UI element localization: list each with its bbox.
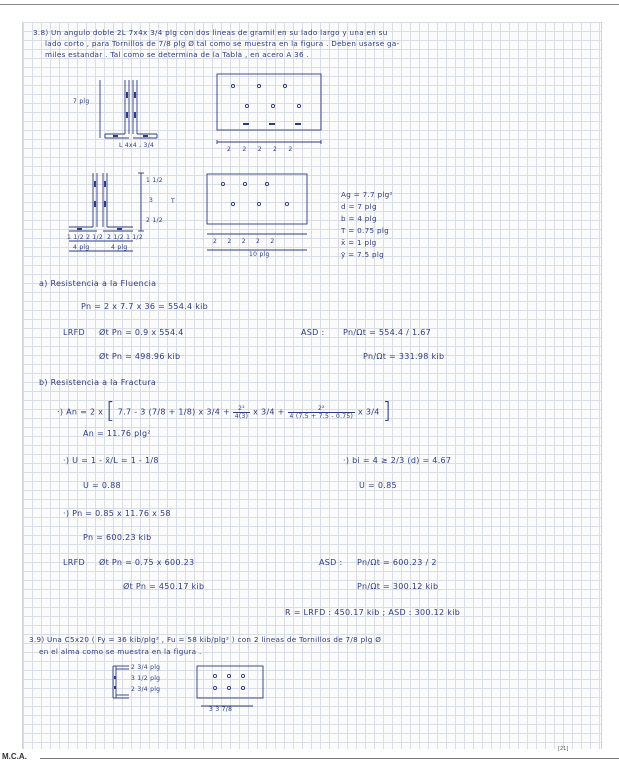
fig39-dim-mid: 3 1/2 plg: [131, 675, 161, 682]
prop-x: x̄ = 1 plg: [341, 238, 377, 247]
footer-rule: [40, 758, 619, 759]
an-result: An = 11.76 plg²: [83, 429, 151, 438]
part-a-pn: Pn = 2 x 7.7 x 36 = 554.4 kib: [81, 302, 209, 311]
part-b-lrfd-2: Øt Pn = 450.17 kib: [123, 582, 205, 591]
bolt-pattern-plan-1: [213, 70, 323, 185]
fig2-bottom-sub-right: 4 plg: [111, 244, 128, 251]
double-angle-elevation-figure: [95, 72, 175, 147]
prop-y: ȳ = 7.5 plg: [341, 250, 384, 259]
part-b-title: b) Resistencia a la Fractura: [39, 378, 157, 387]
fig2-dim-bottom: 2 1/2: [146, 217, 163, 224]
prop-t: T = 0.75 plg: [341, 226, 389, 235]
fig2-dim-mid: 3: [149, 197, 154, 204]
fig2-plan-dims: 2 2 2 2 2: [213, 238, 275, 245]
pn-formula: ·) Pn = 0.85 x 11.76 x 58: [63, 509, 171, 518]
fig1-height-label: 7 plg: [73, 98, 90, 105]
part-a-asd-2: Pn/Ωt = 331.98 kib: [363, 352, 445, 361]
bi-formula: ·) bi = 4 ≥ 2/3 (d) = 4.67: [343, 456, 452, 465]
part-a-lrfd-label: LRFD: [63, 328, 85, 337]
prop-ag: Ag = 7.7 plg²: [341, 190, 393, 199]
part-a-asd-label: ASD :: [301, 328, 325, 337]
fig2-bottom-dims-left: 1 1/2 2 1/2: [67, 234, 103, 241]
part-a-asd-1: Pn/Ωt = 554.4 / 1.67: [343, 328, 431, 337]
problem-39-statement-line-2: en el alma como se muestra en la figura .: [39, 647, 202, 656]
u-value: U = 0.88: [83, 481, 121, 490]
fig39-bottom-dims: 3 3 7/8: [209, 706, 233, 713]
page-number: [21]: [558, 746, 569, 752]
part-a-lrfd-2: Øt Pn = 498.96 kib: [99, 352, 181, 361]
fig2-bottom-sub-left: 4 plg: [73, 244, 90, 251]
final-answer: R = LRFD : 450.17 kib ; ASD : 300.12 kib: [285, 608, 461, 617]
problem-39-statement-line-1: 3.9) Una C5x20 ( Fy = 36 kib/plg² , Fu = 58 kib/plg² ) con 2 lineas de Tornillos de 7/8 plg Ø: [29, 635, 382, 644]
bolt-pattern-plan-2: [203, 170, 313, 260]
fig1-plan-dims: 2 2 2 2 2: [227, 146, 293, 153]
page-top-border: [0, 0, 619, 5]
part-a-title: a) Resistencia a la Fluencia: [39, 279, 157, 288]
part-b-lrfd-label: LRFD: [63, 558, 85, 567]
fig2-dim-top: 1 1/2: [146, 177, 163, 184]
fig2-plan-total: 10 plg: [249, 251, 270, 258]
part-b-asd-label: ASD :: [319, 558, 343, 567]
channel-bolt-plan: [193, 662, 273, 712]
an-equation: ·) An = 2 x [ 7.7 - 3 (7/8 + 1/8) x 3/4 + $\frac{\text{2²}}{4(3)}$ x 3/4 + $\frac{\text{2²}}{4 (7.5 + 7.5 - 0.75)}$ x 3/4 ]: [57, 399, 392, 424]
part-a-lrfd-1: Øt Pn = 0.9 x 554.4: [99, 328, 184, 337]
pn-value: Pn = 600.23 kib: [83, 533, 152, 542]
part-b-lrfd-1: Øt Pn = 0.75 x 600.23: [99, 558, 195, 567]
problem-38-statement-line-2: lado corto , para Tornillos de 7/8 plg Ø tal como se muestra en la figura . Deben usarse ga-: [45, 39, 400, 48]
part-b-asd-1: Pn/Ωt = 600.23 / 2: [357, 558, 437, 567]
u-formula: ·) U = 1 - x̄/L = 1 - 1/8: [63, 456, 159, 465]
fig2-bottom-dims-right: 2 1/2 1 1/2: [107, 234, 143, 241]
part-b-asd-2: Pn/Ωt = 300.12 kib: [357, 582, 439, 591]
prop-b: b = 4 plg: [341, 214, 377, 223]
prop-d: d = 7 plg: [341, 202, 377, 211]
problem-38-statement-line-1: 3.8) Un angulo doble 2L 7x4x 3/4 plg con dos lineas de gramil en su lado largo y una en su: [33, 28, 388, 37]
bi-u-value: U = 0.85: [359, 481, 397, 490]
fig1-angle-label: L 4x4 , 3/4: [119, 142, 155, 149]
footer-initials: M.C.A.: [2, 752, 27, 761]
graph-paper-sheet: [22, 22, 602, 749]
fig39-dim-bottom: 2 3/4 plg: [131, 686, 161, 693]
problem-38-statement-line-3: miles estandar . Tal como se determina de la Tabla , en acero A 36 .: [45, 50, 310, 59]
fig2-t-label: T: [171, 198, 175, 205]
fig39-dim-top: 2 3/4 plg: [131, 664, 161, 671]
